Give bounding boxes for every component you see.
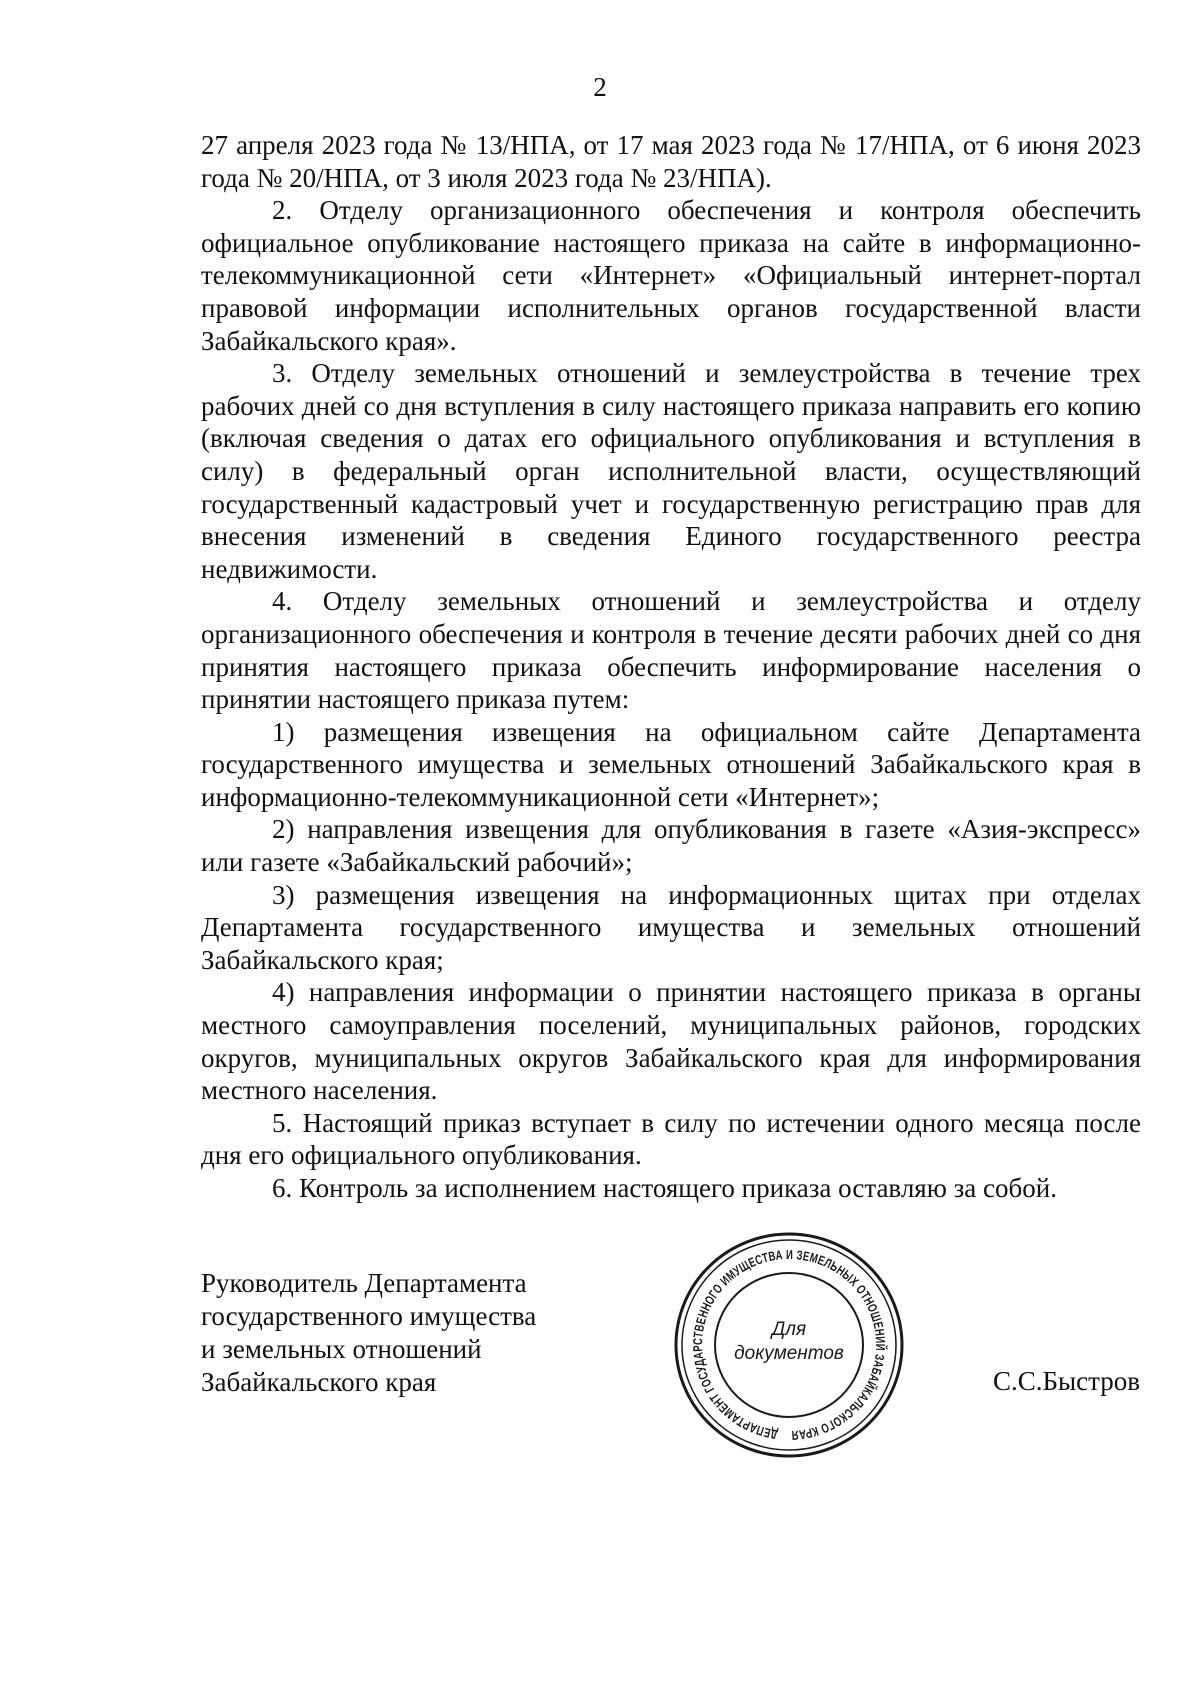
- signatory-position-line: и земельных отношений: [201, 1334, 482, 1364]
- paragraph-item-6: 6. Контроль за исполнением настоящего приказа оставляю за собой.: [272, 1173, 1057, 1203]
- signatory-position: [201, 1267, 536, 1399]
- signatory-position-line: Забайкальского края: [201, 1367, 437, 1397]
- paragraph-item-2: 2. Отделу организационного обеспечения и контроля обеспечить официальное опубликование настоящего приказа на сайте в информационно-телекоммуникационной сети «Интернет» «Официальный интернет-портал правовой информации исполнительных органов государственной власти Забайкальского края».: [201, 195, 1141, 356]
- subitem-2: 2) направления извещения для опубликования в газете «Азия-экспресс» или газете «Забайкальский рабочий»;: [201, 814, 1141, 878]
- signatory-position-line: Руководитель Департамента: [201, 1268, 527, 1298]
- paragraph-item-5: 5. Настоящий приказ вступает в силу по истечении одного месяца после дня его официального опубликования.: [201, 1107, 1141, 1171]
- subitem-1: 1) размещения извещения на официальном сайте Департамента государственного имущества и земельных отношений Забайкальского края в информационно-телекоммуникационной сети «Интернет»;: [201, 716, 1141, 812]
- subitem-3: 3) размещения извещения на информационных щитах при отделах Департамента государственного имущества и земельных отношений Забайкальского края;: [201, 879, 1141, 975]
- signatory-name: С.С.Быстров: [992, 1366, 1140, 1396]
- paragraph-item-4: 4. Отделу земельных отношений и землеустройства и отделу организационного обеспечения и контроля в течение десяти рабочих дней со дня принятия настоящего приказа обеспечить информирование населения о принятии настоящего приказа путем:: [201, 586, 1141, 715]
- official-stamp: [672, 1230, 906, 1460]
- document-body: [201, 129, 1141, 1205]
- stamp-center-line-1: Для: [771, 1319, 807, 1340]
- paragraph-continuation: 27 апреля 2023 года № 13/НПА, от 17 мая 2023 года № 17/НПА, от 6 июня 2023 года № 20/НПА, от 3 июля 2023 года № 23/НПА).: [201, 130, 1141, 193]
- stamp-center-line-2: документов: [734, 1343, 844, 1364]
- signatory-position-line: государственного имущества: [201, 1301, 537, 1331]
- stamp-ring-text: ДЕПАРТАМЕНТ ГОСУДАРСТВЕННОГО ИМУЩЕСТВА И ЗЕМЕЛЬНЫХ ОТНОШЕНИЙ ЗАБАЙКАЛЬСКОГО КРАЯ: [689, 1246, 889, 1444]
- page-number: 2: [593, 72, 607, 102]
- subitem-4: 4) направления информации о принятии настоящего приказа в органы местного самоуправления поселений, муниципальных районов, городских округов, муниципальных округов Забайкальского края для информирования местного населения.: [201, 977, 1141, 1106]
- paragraph-item-3: 3. Отделу земельных отношений и землеустройства в течение трех рабочих дней со дня вступления в силу настоящего приказа направить его копию (включая сведения о датах его официального опубликования и вступления в силу) в федеральный орган исполнительной власти, осуществляющий государственный кадастровый учет и государственную регистрацию прав для внесения изменений в сведения Единого государственного реестра недвижимости.: [201, 358, 1141, 584]
